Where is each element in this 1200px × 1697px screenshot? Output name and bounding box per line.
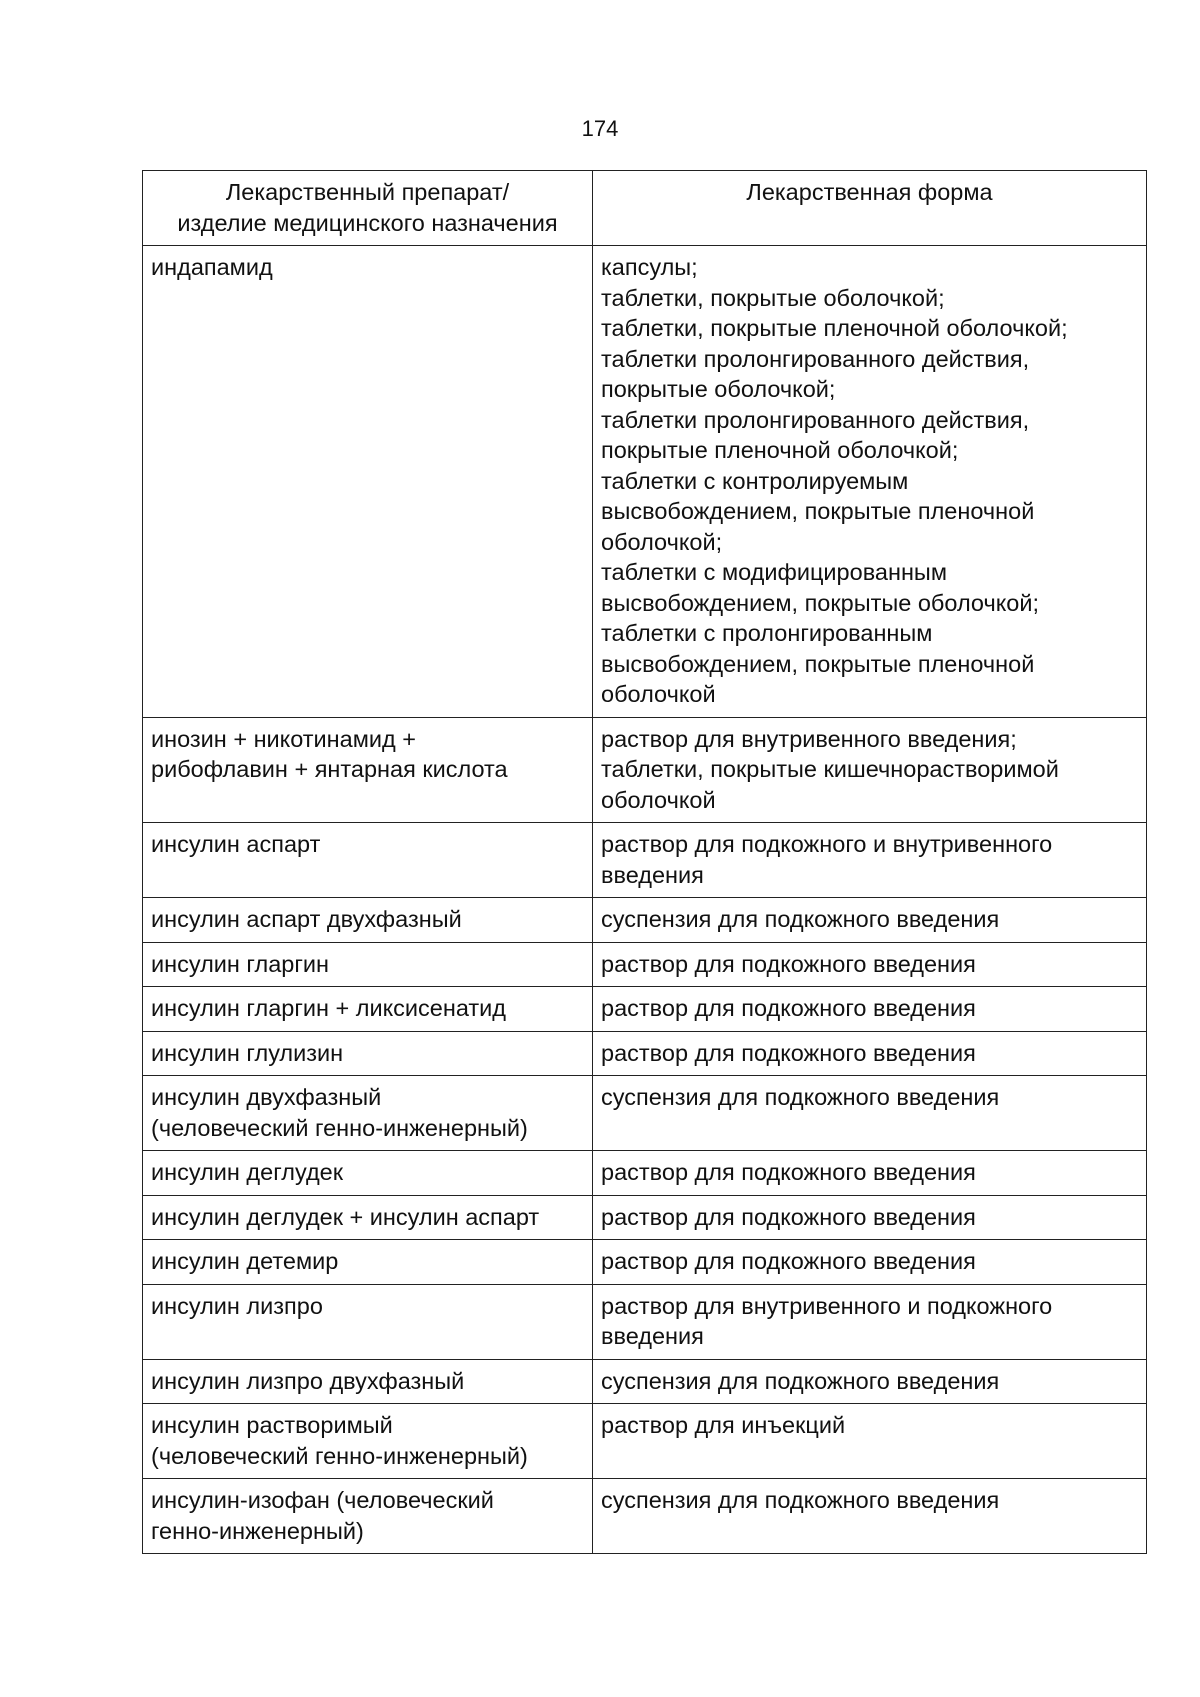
table-row	[143, 823, 1147, 898]
dosage-form-line: покрытые оболочкой;	[601, 376, 836, 402]
dosage-form-line: суспензия для подкожного введения	[601, 1487, 1000, 1513]
dosage-form-line: таблетки, покрытые оболочкой;	[601, 284, 945, 311]
dosage-form-line: раствор для инъекций	[601, 1412, 846, 1438]
table-row	[143, 1479, 1147, 1554]
drug-name-line: генно-инженерный)	[151, 1517, 364, 1544]
cell-drug-name	[143, 1151, 593, 1196]
cell-dosage-form	[593, 1284, 1147, 1359]
drug-name-line: инсулин глулизин	[151, 1039, 344, 1066]
cell-dosage-form	[593, 1151, 1147, 1196]
cell-dosage-form	[593, 1359, 1147, 1404]
drug-name-line: инсулин деглудек + инсулин аспарт	[151, 1203, 540, 1230]
table-row	[143, 1284, 1147, 1359]
dosage-form-line: таблетки с контролируемым	[601, 467, 909, 494]
dosage-form-line: суспензия для подкожного введения	[601, 1084, 1000, 1110]
header-form	[593, 171, 1147, 246]
dosage-form-line: таблетки с модифицированным	[601, 559, 947, 585]
table-row	[143, 987, 1147, 1032]
table-row	[143, 1031, 1147, 1076]
cell-dosage-form	[593, 1479, 1147, 1554]
drug-name-line: (человеческий генно-инженерный)	[151, 1114, 528, 1141]
drug-name-line: индапамид	[151, 254, 273, 280]
cell-drug-name	[143, 823, 593, 898]
cell-dosage-form	[593, 898, 1147, 943]
dosage-form-line: высвобождением, покрытые пленочной	[601, 498, 1035, 524]
table-row	[143, 717, 1147, 823]
dosage-form-line: покрытые пленочной оболочкой;	[601, 437, 959, 463]
cell-drug-name	[143, 1195, 593, 1240]
dosage-form-line: оболочкой	[601, 786, 716, 813]
dosage-form-line: капсулы;	[601, 254, 698, 280]
cell-drug-name	[143, 942, 593, 987]
dosage-form-line: оболочкой;	[601, 528, 723, 555]
table-row	[143, 1151, 1147, 1196]
table-body	[143, 246, 1147, 1554]
cell-drug-name	[143, 1284, 593, 1359]
dosage-form-line: раствор для подкожного введения	[601, 995, 976, 1021]
dosage-form-line: раствор для подкожного введения	[601, 1203, 976, 1230]
cell-dosage-form	[593, 987, 1147, 1032]
cell-drug-name	[143, 1479, 593, 1554]
dosage-form-line: таблетки пролонгированного действия,	[601, 345, 1030, 372]
drug-name-line: инсулин лизпро	[151, 1292, 323, 1319]
cell-drug-name	[143, 1240, 593, 1285]
cell-dosage-form	[593, 1031, 1147, 1076]
dosage-form-line: введения	[601, 861, 704, 888]
table-row	[143, 1076, 1147, 1151]
drug-table	[142, 170, 1147, 1554]
cell-dosage-form	[593, 823, 1147, 898]
cell-drug-name	[143, 1031, 593, 1076]
cell-drug-name	[143, 987, 593, 1032]
table-row	[143, 898, 1147, 943]
table-row	[143, 1404, 1147, 1479]
drug-name-line: (человеческий генно-инженерный)	[151, 1442, 528, 1469]
drug-name-line: инсулин-изофан (человеческий	[151, 1487, 494, 1513]
cell-dosage-form	[593, 1195, 1147, 1240]
dosage-form-line: раствор для подкожного введения	[601, 950, 976, 977]
dosage-form-line: суспензия для подкожного введения	[601, 1367, 1000, 1394]
drug-name-line: инсулин деглудек	[151, 1159, 344, 1185]
dosage-form-line: раствор для внутривенного и подкожного	[601, 1292, 1053, 1319]
dosage-form-line: раствор для подкожного введения	[601, 1039, 976, 1066]
dosage-form-line: раствор для подкожного и внутривенного	[601, 831, 1053, 857]
cell-drug-name	[143, 1076, 593, 1151]
cell-drug-name	[143, 717, 593, 823]
table-row	[143, 1359, 1147, 1404]
drug-name-line: инсулин гларгин	[151, 950, 330, 977]
dosage-form-line: оболочкой	[601, 681, 716, 707]
dosage-form-line: таблетки с пролонгированным	[601, 620, 933, 646]
cell-dosage-form	[593, 942, 1147, 987]
page-number: 174	[581, 116, 619, 141]
header-drug	[143, 171, 593, 246]
drug-name-line: рибофлавин + янтарная кислота	[151, 756, 508, 782]
cell-dosage-form	[593, 1240, 1147, 1285]
header-text: Лекарственная форма	[746, 179, 993, 205]
cell-dosage-form	[593, 1076, 1147, 1151]
header-text: изделие медицинского назначения	[177, 209, 558, 236]
cell-dosage-form	[593, 717, 1147, 823]
header-text: Лекарственный препарат/	[225, 179, 510, 205]
cell-drug-name	[143, 1404, 593, 1479]
table-row	[143, 942, 1147, 987]
dosage-form-line: высвобождением, покрытые пленочной	[601, 650, 1035, 677]
drug-name-line: инсулин гларгин + ликсисенатид	[151, 995, 507, 1021]
drug-name-line: инсулин аспарт двухфазный	[151, 906, 462, 932]
dosage-form-line: таблетки, покрытые пленочной оболочкой;	[601, 315, 1068, 341]
dosage-form-line: раствор для внутривенного введения;	[601, 725, 1017, 752]
cell-dosage-form	[593, 1404, 1147, 1479]
drug-name-line: инсулин лизпро двухфазный	[151, 1367, 465, 1394]
drug-name-line: инсулин детемир	[151, 1248, 339, 1274]
dosage-form-line: высвобождением, покрытые оболочкой;	[601, 589, 1039, 616]
cell-drug-name	[143, 246, 593, 718]
dosage-form-line: раствор для подкожного введения	[601, 1159, 976, 1185]
dosage-form-line: введения	[601, 1323, 704, 1349]
table-header-row	[143, 171, 1147, 246]
table-row	[143, 246, 1147, 718]
drug-name-line: инсулин двухфазный	[151, 1084, 382, 1110]
dosage-form-line: таблетки пролонгированного действия,	[601, 406, 1030, 433]
drug-name-line: инсулин растворимый	[151, 1412, 393, 1438]
table-row	[143, 1195, 1147, 1240]
drug-name-line: инозин + никотинамид +	[151, 725, 416, 752]
table-row	[143, 1240, 1147, 1285]
dosage-form-line: суспензия для подкожного введения	[601, 906, 1000, 932]
dosage-form-line: раствор для подкожного введения	[601, 1248, 976, 1274]
cell-drug-name	[143, 1359, 593, 1404]
drug-name-line: инсулин аспарт	[151, 831, 321, 857]
cell-dosage-form	[593, 246, 1147, 718]
dosage-form-line: таблетки, покрытые кишечнорастворимой	[601, 756, 1059, 782]
cell-drug-name	[143, 898, 593, 943]
